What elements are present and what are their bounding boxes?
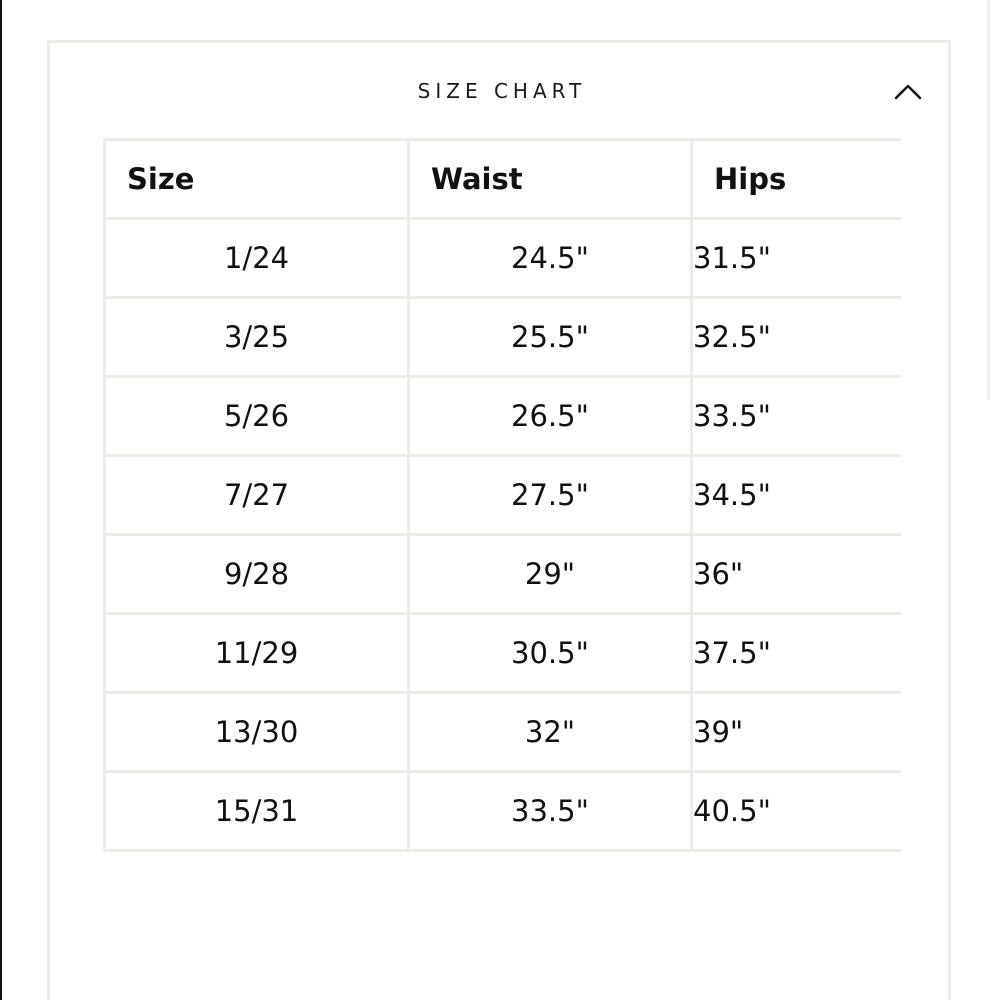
size-chart-panel (47, 40, 951, 1000)
cell-size: 7/27 (105, 456, 409, 535)
cell-waist: 33.5" (409, 772, 692, 851)
cell-hips: 36" (692, 535, 902, 614)
cell-waist: 27.5" (409, 456, 692, 535)
table-row (105, 298, 902, 377)
cell-hips: 40.5" (692, 772, 902, 851)
table-row (105, 693, 902, 772)
cell-size: 1/24 (105, 219, 409, 298)
cell-waist: 25.5" (409, 298, 692, 377)
table-row (105, 535, 902, 614)
table-row (105, 772, 902, 851)
table-header-row (105, 140, 902, 219)
cell-hips: 34.5" (692, 456, 902, 535)
cell-hips: 33.5" (692, 377, 902, 456)
chevron-up-icon (891, 75, 925, 109)
table-row (105, 219, 902, 298)
cell-hips: 32.5" (692, 298, 902, 377)
header-size: Size (105, 140, 409, 219)
cell-hips: 39" (692, 693, 902, 772)
window-left-edge (0, 0, 2, 1000)
cell-size: 11/29 (105, 614, 409, 693)
size-table (103, 138, 901, 852)
cell-size: 5/26 (105, 377, 409, 456)
size-table-scroll-area[interactable] (103, 138, 901, 910)
cell-size: 3/25 (105, 298, 409, 377)
header-hips: Hips (692, 140, 902, 219)
cell-waist: 24.5" (409, 219, 692, 298)
cell-hips: 31.5" (692, 219, 902, 298)
cell-waist: 30.5" (409, 614, 692, 693)
table-row (105, 614, 902, 693)
cell-waist: 32" (409, 693, 692, 772)
cell-hips: 37.5" (692, 614, 902, 693)
cell-waist: 29" (409, 535, 692, 614)
cell-size: 9/28 (105, 535, 409, 614)
size-chart-title: SIZE CHART (417, 79, 587, 103)
cell-size: 15/31 (105, 772, 409, 851)
cell-size: 13/30 (105, 693, 409, 772)
table-row (105, 456, 902, 535)
cell-waist: 26.5" (409, 377, 692, 456)
header-waist: Waist (409, 140, 692, 219)
collapse-toggle-button[interactable] (891, 75, 925, 109)
table-row (105, 377, 902, 456)
page-scrollbar[interactable] (987, 0, 990, 400)
